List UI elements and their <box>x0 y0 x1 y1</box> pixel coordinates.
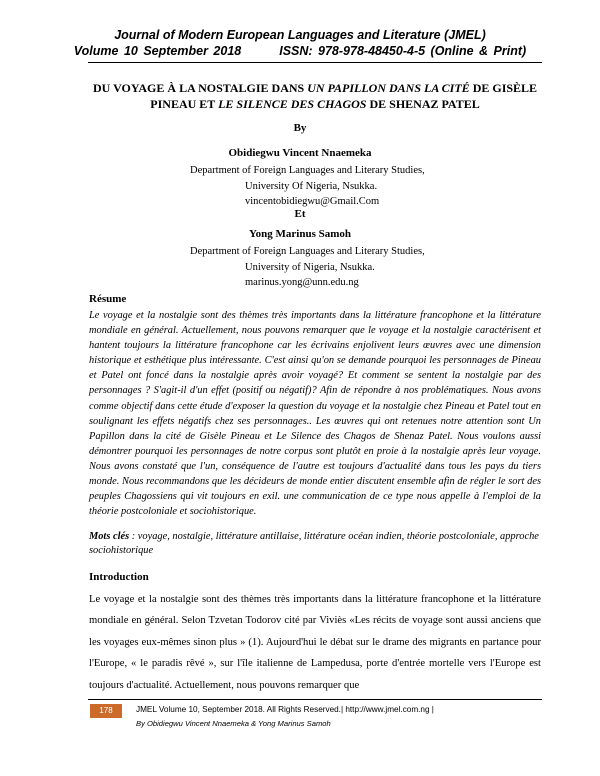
header-rule <box>88 62 542 63</box>
footer-authors: By Obidiegwu Vincent Nnaemeka & Yong Marinus Samoh <box>136 719 331 728</box>
footer-rule <box>88 699 542 700</box>
title-part-2: DE GISÈLE PINEAU ET <box>150 81 538 111</box>
author-2-affiliation <box>190 244 425 291</box>
page-number: 178 <box>90 704 122 718</box>
keywords <box>89 530 541 557</box>
author-2-email[interactable]: marinus.yong@unn.edu.ng <box>245 277 359 288</box>
resume-heading: Résume <box>89 293 127 305</box>
footer-copyright: JMEL Volume 10, September 2018. All Rights Reserved.| http://www.jmel.com.ng | <box>136 705 434 714</box>
author-1-name: Obidiegwu Vincent Nnaemeka <box>228 147 372 159</box>
author-2-dept: Department of Foreign Languages and Literary Studies, <box>190 246 425 257</box>
article-title <box>90 80 540 112</box>
abstract-text: Le voyage et la nostalgie sont des thèmes très importants dans la littérature francophone et la littérature mondiale en général. Actuellement, nous pouvons remarquer que le voyage et la nostalgie caractérisent et hantent toujours la littérature francophone car les écrivains enjolivent leurs œuvres avec une dimension historique et esthétique plus intéressante. C'est ainsi qu'on se demande pourquoi les personnages de Pineau et Patel ont foncé dans la nostalgie après avoir voyagé? Et comment se sentent la nostalgie par des personnages ? S'agit-il d'un effet (positif ou négatif)? Afin de répondre à nos problématiques. Nous avons comme objectif dans cette étude d'exposer la question du voyage et la nostalgie chez Pineau et Patel tout en soulignant les effets négatifs chez ses personnages.. Les œuvres qui ont retenues notre attention sont Un Papillon dans la cité de Gisèle Pineau et Le Silence des Chagos de Shenaz Patel. Nous voulons aussi démontrer pourquoi les personnages de notre corpus sont plutôt en proie à la nostalgie après leur voyage. Nous avons constaté que l'un, conséquence de l'autre est toujours d'actualité dans tous les pays du tiers monde. Nous recommandons que les décideurs de monde entier discutent ensemble afin de régler le sort des peuples Chagossiens qui vit toujours en exil. une communication de ce type nous appelle à l'emploi de la théorie postcoloniale et sociohistorique. <box>89 310 541 518</box>
keywords-list: : voyage, nostalgie, littérature antillaise, littérature océan indien, théorie postcoloniale, approche sociohistorique <box>89 531 539 556</box>
et-label: Et <box>294 208 306 220</box>
introduction-text: Le voyage et la nostalgie sont des thèmes très importants dans la littérature francophone et la littérature mondiale en général. Selon Tzvetan Todorov cité par Viviès «Les récits de voyage sont aussi anciens que les voyages eux-mêmes sinon plus » (1). Aujourd'hui le débat sur le drame des migrants en partance pour l'Europe, « le paradis rêvé », sur l'île italienne de Lampedusa, porte d'entrée mortelle vers l'Europe est toujours d'actualité. Actuellement, nous pouvons remarquer que <box>89 594 541 691</box>
title-book-1: UN PAPILLON DANS LA CITÉ <box>307 81 470 95</box>
author-1-email[interactable]: vincentobidiegwu@Gmail.Com <box>245 196 380 207</box>
journal-issn: ISSN: 978-978-48450-4-5 (Online & Print) <box>279 44 527 58</box>
author-2-name: Yong Marinus Samoh <box>248 228 352 240</box>
journal-name: Journal of Modern European Languages and Literature (JMEL) <box>114 28 486 42</box>
introduction-heading: Introduction <box>89 571 149 583</box>
keywords-label: Mots clés <box>89 531 130 542</box>
journal-volume: Volume 10 September 2018 <box>73 44 242 58</box>
author-1-univ: University Of Nigeria, Nsukka. <box>245 180 378 192</box>
title-part-1: DU VOYAGE À LA NOSTALGIE DANS <box>92 81 308 95</box>
title-part-3: DE SHENAZ PATEL <box>366 97 480 111</box>
journal-volume-line <box>0 44 600 58</box>
by-label: By <box>293 122 307 134</box>
author-1-dept: Department of Foreign Languages and Literary Studies, <box>190 165 425 176</box>
author-2-univ: University of Nigeria, Nsukka. <box>245 261 375 273</box>
author-1-affiliation <box>190 163 425 210</box>
title-book-2: LE SILENCE DES CHAGOS <box>218 97 367 111</box>
